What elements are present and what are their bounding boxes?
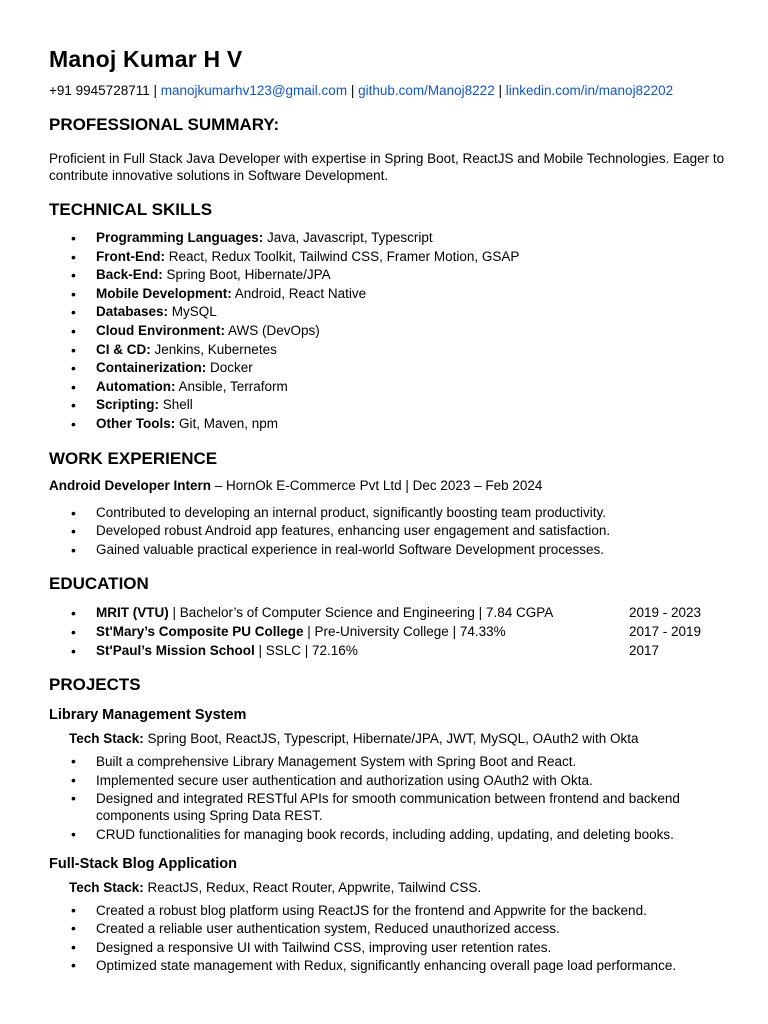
project-bullet: • CRUD functionalities for managing book records, including adding, updating, and deleting books.: [49, 826, 729, 843]
education-list: [49, 604, 729, 660]
resume-page: [49, 44, 729, 976]
contact-separator: |: [153, 83, 158, 98]
project-title: Full-Stack Blog Application: [49, 855, 237, 872]
school-name: St'Mary’s Composite PU College: [96, 623, 304, 639]
school-name: MRIT (VTU): [96, 605, 169, 621]
education-details: | Bachelor’s of Computer Science and Engineering | 7.84 CGPA: [168, 605, 554, 621]
tech-stack-value: ReactJS, Redux, React Router, Appwrite, Tailwind CSS.: [143, 879, 482, 895]
candidate-name: Manoj Kumar H V: [49, 46, 243, 72]
tech-stack-value: Spring Boot, ReactJS, Typescript, Hibernate/JPA, JWT, MySQL, OAuth2 with Okta: [143, 731, 639, 747]
linkedin-link[interactable]: linkedin.com/in/manoj82202: [505, 83, 674, 98]
skill-item: [49, 285, 729, 304]
experience-bullet: • Developed robust Android app features, enhancing user engagement and satisfaction.: [49, 522, 729, 541]
summary-heading: PROFESSIONAL SUMMARY:: [49, 115, 280, 134]
skill-label: Mobile Development:: [96, 285, 232, 301]
skill-value: Android, React Native: [231, 285, 367, 301]
skill-value: Spring Boot, Hibernate/JPA: [162, 267, 331, 283]
job-entry: [49, 477, 729, 495]
project-bullet: • Designed a responsive UI with Tailwind CSS, improving user retention rates.: [49, 939, 729, 956]
skill-item: [49, 378, 729, 397]
skill-item: [49, 359, 729, 378]
education-row: [96, 604, 729, 623]
education-item: [49, 604, 729, 623]
skills-heading: TECHNICAL SKILLS: [49, 200, 213, 219]
skill-value: Java, Javascript, Typescript: [263, 230, 433, 245]
skill-value: React, Redux Toolkit, Tailwind CSS, Framer Motion, GSAP: [164, 248, 520, 264]
skill-value: Git, Maven, npm: [175, 415, 279, 431]
skill-label: Back-End:: [96, 267, 163, 283]
summary-text: Proficient in Full Stack Java Developer with expertise in Spring Boot, ReactJS and Mobile Technologies. Eager to contribute innovative solutions in Software Development.: [49, 151, 725, 183]
skill-label: Programming Languages:: [96, 230, 264, 245]
phone-number: +91 9945728711: [49, 83, 150, 98]
project-bullet: • Implemented secure user authentication and authorization using OAuth2 with Okta.: [49, 772, 729, 789]
email-link[interactable]: manojkumarhv123@gmail.com: [160, 83, 348, 98]
project-entry: [49, 855, 729, 975]
experience-bullet: • Gained valuable practical experience in real-world Software Development processes.: [49, 541, 729, 560]
skill-label: Databases:: [96, 304, 169, 320]
tech-stack-label: Tech Stack:: [69, 879, 144, 895]
skill-label: Front-End:: [96, 248, 165, 264]
skill-value: AWS (DevOps): [225, 322, 320, 338]
skill-label: Containerization:: [96, 360, 207, 376]
skill-item: [49, 248, 729, 267]
contact-separator: |: [498, 83, 502, 98]
project-bullets: [49, 902, 729, 975]
education-details: | SSLC | 72.16%: [254, 642, 358, 658]
school-name: St'Paul’s Mission School: [96, 642, 255, 658]
education-text: [96, 642, 629, 661]
skill-label: Cloud Environment:: [96, 322, 225, 338]
skill-item: [49, 415, 729, 434]
education-years: 2017 - 2019: [629, 623, 702, 639]
skill-item: [49, 322, 729, 341]
experience-heading: WORK EXPERIENCE: [49, 448, 218, 468]
projects-list: [49, 706, 729, 974]
skill-label: CI & CD:: [96, 341, 151, 357]
education-row: [96, 642, 729, 661]
skill-value: Ansible, Terraform: [175, 378, 288, 394]
experience-bullets: [49, 504, 729, 560]
skill-label: Other Tools:: [96, 415, 176, 431]
project-bullet: • Optimized state management with Redux, significantly enhancing overall page load performance.: [49, 957, 729, 974]
project-tech-stack: [49, 730, 729, 748]
contact-line: [49, 82, 729, 100]
education-details: | Pre-University College | 74.33%: [303, 623, 506, 639]
contact-separator: |: [350, 83, 355, 98]
skill-item: [49, 229, 729, 248]
education-item: [49, 642, 729, 661]
github-link[interactable]: github.com/Manoj8222: [358, 83, 495, 98]
project-entry: [49, 706, 729, 843]
project-bullet: • Built a comprehensive Library Management System with Spring Boot and React.: [49, 753, 729, 770]
skill-value: Docker: [206, 360, 253, 376]
education-text: [96, 623, 629, 642]
tech-stack-label: Tech Stack:: [69, 731, 144, 747]
education-item: [49, 623, 729, 642]
skill-label: Scripting:: [96, 397, 159, 413]
skill-item: [49, 396, 729, 415]
skill-item: [49, 303, 729, 322]
project-bullets: [49, 753, 729, 843]
project-tech-stack: [49, 879, 729, 897]
skill-item: [49, 341, 729, 360]
project-bullet: • Created a reliable user authentication system, Reduced unauthorized access.: [49, 920, 729, 937]
job-role: Android Developer Intern: [49, 477, 212, 493]
project-bullet: • Created a robust blog platform using ReactJS for the frontend and Appwrite for the backend.: [49, 902, 729, 919]
project-bullet: • Designed and integrated RESTful APIs for smooth communication between frontend and backend components using Spring Data REST.: [49, 790, 729, 824]
skill-value: Jenkins, Kubernetes: [150, 341, 277, 357]
skill-label: Automation:: [96, 378, 176, 394]
project-title: Library Management System: [49, 707, 247, 724]
education-heading: EDUCATION: [49, 574, 149, 594]
projects-heading: PROJECTS: [49, 675, 141, 695]
education-years: 2019 - 2023: [629, 605, 702, 621]
skills-list: [49, 229, 729, 434]
skill-value: MySQL: [168, 304, 217, 320]
education-text: [96, 604, 629, 623]
skill-item: [49, 266, 729, 285]
skill-value: Shell: [159, 397, 193, 413]
education-row: [96, 623, 729, 642]
education-years: 2017: [629, 642, 660, 658]
job-details: – HornOk E-Commerce Pvt Ltd | Dec 2023 – Feb 2024: [211, 477, 543, 493]
experience-bullet: • Contributed to developing an internal product, significantly boosting team productivity.: [49, 504, 729, 523]
